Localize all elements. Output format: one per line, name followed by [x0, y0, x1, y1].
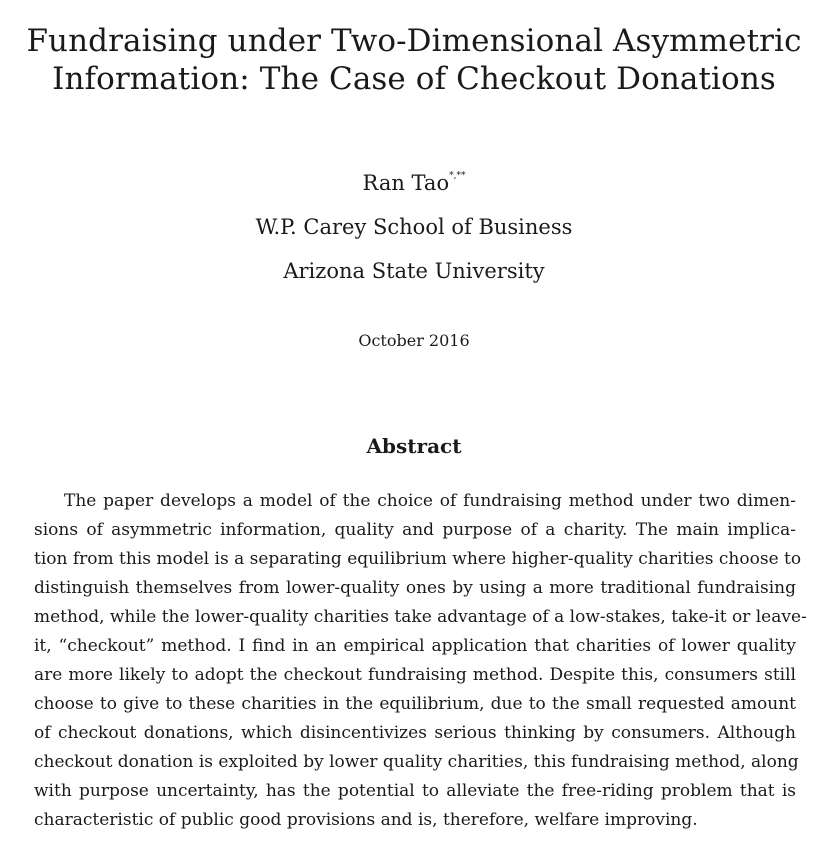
- affiliation-school: W.P. Carey School of Business: [255, 215, 573, 239]
- abstract-line: it, “checkout” method. I find in an empirical application that charities of lower quality: [34, 636, 796, 656]
- paper-title-line-1: Fundraising under Two-Dimensional Asymmetric: [26, 23, 802, 59]
- paper-title: [0, 22, 828, 98]
- paper-title-line-2: Information: The Case of Checkout Donations: [52, 61, 776, 97]
- abstract-body: [34, 487, 807, 835]
- abstract-line: choose to give to these charities in the equilibrium, due to the small requested amount: [34, 694, 796, 714]
- abstract-line: characteristic of public good provisions and is, therefore, welfare improving.: [34, 810, 698, 830]
- abstract-line: of checkout donations, which disincentivizes serious thinking by consumers. Although: [34, 723, 796, 743]
- abstract-line: The paper develops a model of the choice of fundraising method under two dimen-: [64, 491, 796, 511]
- author-footnote-marks: *,**: [449, 171, 466, 181]
- abstract-line: checkout donation is exploited by lower quality charities, this fundraising method, along: [34, 752, 799, 772]
- abstract-line: distinguish themselves from lower-quality ones by using a more traditional fundraising: [34, 578, 796, 598]
- abstract-line: method, while the lower-quality charities take advantage of a low-stakes, take-it or leave-: [34, 607, 807, 627]
- paper-date: October 2016: [358, 331, 470, 350]
- affiliation-university: Arizona State University: [283, 259, 545, 283]
- abstract-line: are more likely to adopt the checkout fundraising method. Despite this, consumers still: [34, 665, 796, 685]
- abstract-line: with purpose uncertainty, has the potential to alleviate the free-riding problem that is: [34, 781, 796, 801]
- abstract-heading: Abstract: [366, 434, 462, 458]
- abstract-line: tion from this model is a separating equilibrium where higher-quality charities choose to: [34, 549, 802, 569]
- author: [0, 170, 828, 196]
- author-name: Ran Tao: [362, 171, 450, 195]
- abstract-line: sions of asymmetric information, quality and purpose of a charity. The main implica-: [34, 520, 796, 540]
